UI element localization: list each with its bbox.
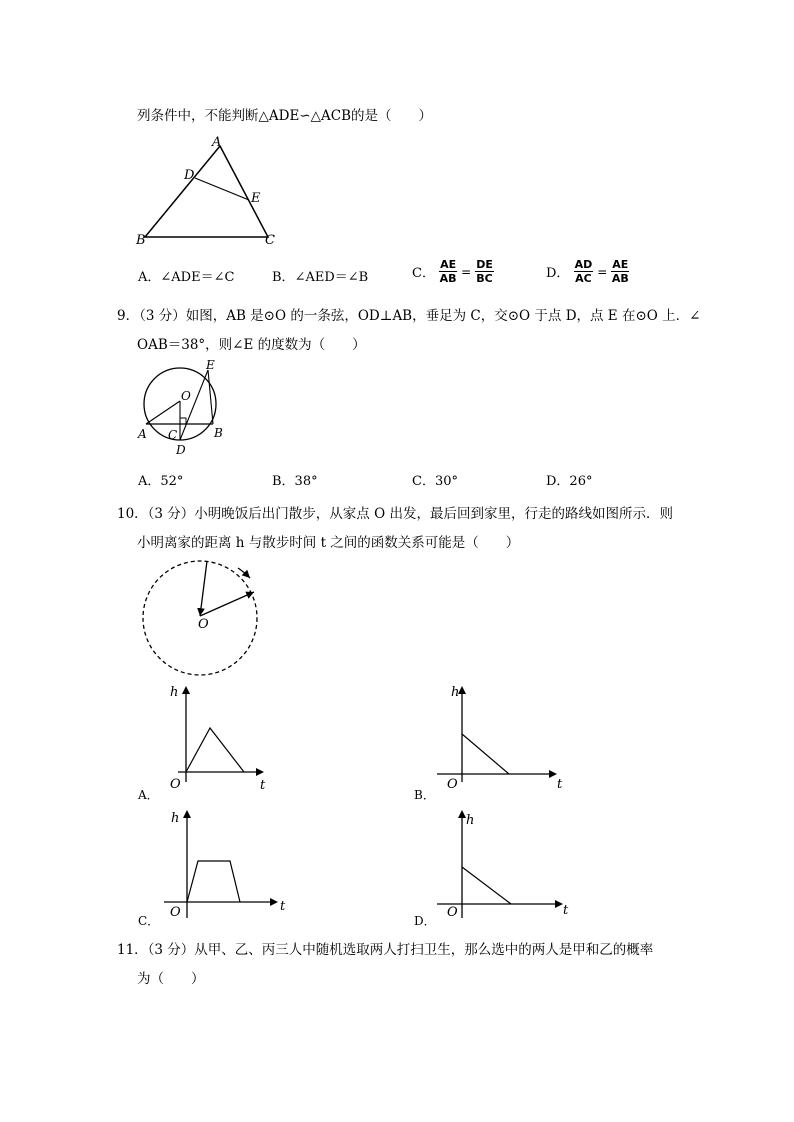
- q8-option-d-fraction-1: $\frac{AD}{AC}$: [574, 258, 593, 285]
- q8-triangle-sides: [145, 146, 268, 237]
- q9-stem-line-2: OAB＝38°，则∠E 的度数为（ ）: [137, 337, 366, 353]
- q9-label-o: O: [181, 389, 191, 403]
- q10-graph-a[interactable]: [160, 682, 270, 792]
- q8-option-c[interactable]: [412, 258, 494, 285]
- q10-graph-b-curve: [462, 734, 509, 774]
- q10-route-back: [200, 592, 254, 616]
- q11-stem-line-1: 11．（3 分）从甲、乙、丙三人中随机选取两人打扫卫生，那么选中的两人是甲和乙的概率: [117, 942, 654, 958]
- q8-option-d-fraction-2: $\frac{AE}{AB}$: [611, 258, 629, 285]
- q10-route-figure: [138, 556, 264, 682]
- q10-option-b-letter[interactable]: B．: [414, 788, 435, 802]
- q8-label-d: D: [184, 168, 195, 183]
- q8-label-e: E: [251, 191, 261, 206]
- q9-stem-line-1: 9．（3 分）如图，AB 是⊙O 的一条弦，OD⊥AB，垂足为 C，交⊙O 于点 D，点 E 在⊙O 上．∠: [117, 308, 701, 324]
- q9-label-e: E: [206, 358, 215, 372]
- q8-stem-tail: 列条件中，不能判断△ADE∽△ACB的是（ ）: [137, 108, 433, 124]
- q9-segment-ed: [180, 370, 208, 440]
- q10-graph-c-h-label: h: [171, 811, 180, 826]
- q8-label-a: A: [212, 135, 222, 150]
- q10-graph-a-h-label: h: [170, 685, 179, 700]
- q9-option-d[interactable]: D．26°: [546, 474, 593, 489]
- q10-graph-d-o-label: O: [447, 905, 458, 920]
- q8-option-c-fraction-1: $\frac{AE}{AB}$: [439, 258, 457, 285]
- q10-graph-c-o-label: O: [170, 905, 181, 920]
- q10-stem-line-2: 小明离家的距离 h 与散步时间 t 之间的函数关系可能是（ ）: [137, 535, 520, 551]
- q8-option-c-fraction-2: $\frac{DE}{BC}$: [476, 258, 493, 285]
- q8-option-d-equals: =: [597, 264, 608, 279]
- q8-option-b-letter: B．: [272, 270, 295, 285]
- q8-option-b[interactable]: [272, 266, 368, 285]
- q10-graph-d-curve: [462, 867, 511, 904]
- q9-right-angle-mark: [180, 418, 186, 424]
- q11-stem-line-2: 为（ ）: [137, 971, 205, 987]
- q10-graph-c-curve: [187, 861, 240, 902]
- q8-option-a-text: ∠ADE＝∠C: [160, 270, 235, 285]
- q8-option-c-letter: C．: [412, 266, 435, 281]
- q10-graph-c[interactable]: [162, 806, 292, 922]
- q9-segment-oa: [146, 401, 180, 424]
- q10-stem-line-1: 10．（3 分）小明晚饭后出门散步，从家点 O 出发，最后回到家里，行走的路线如图所示．则: [117, 506, 673, 522]
- q9-label-a: A: [138, 427, 147, 441]
- q8-option-a[interactable]: [138, 266, 234, 285]
- q9-label-c: C: [168, 428, 178, 442]
- q9-label-d: D: [176, 443, 186, 457]
- q10-option-c-letter[interactable]: C．: [138, 914, 160, 928]
- q8-option-d[interactable]: [546, 258, 629, 285]
- q8-option-b-text: ∠AED＝∠B: [294, 270, 369, 285]
- q8-option-c-equals: =: [461, 264, 472, 279]
- q9-option-b[interactable]: B．38°: [272, 474, 318, 489]
- q8-label-c: C: [265, 233, 275, 247]
- q10-graph-b[interactable]: [435, 682, 565, 792]
- q10-route-out: [200, 561, 207, 616]
- q10-graph-d-t-label: t: [563, 903, 569, 918]
- q9-segment-eb: [208, 370, 213, 424]
- q10-graph-d-h-label: h: [466, 813, 475, 828]
- q9-option-a[interactable]: A．52°: [138, 474, 184, 489]
- q10-graph-b-t-label: t: [557, 777, 563, 792]
- q8-triangle-figure: [130, 132, 290, 247]
- q10-option-d-letter[interactable]: D．: [414, 914, 436, 928]
- q9-circle-figure: [134, 358, 234, 458]
- q10-graph-a-curve: [186, 728, 244, 772]
- q10-option-a-letter[interactable]: A．: [138, 788, 159, 802]
- q9-option-c[interactable]: C．30°: [412, 474, 458, 489]
- q10-graph-b-h-label: h: [451, 685, 460, 700]
- q10-graph-a-t-label: t: [260, 778, 266, 792]
- q8-segment-de: [195, 178, 249, 200]
- q9-label-b: B: [214, 426, 223, 440]
- q10-label-o: O: [198, 617, 209, 632]
- q8-option-d-letter: D．: [546, 266, 570, 281]
- q8-label-b: B: [136, 233, 146, 247]
- q10-graph-b-o-label: O: [447, 777, 458, 792]
- q10-graph-a-o-label: O: [170, 777, 181, 792]
- q10-graph-c-t-label: t: [280, 899, 286, 914]
- q8-option-a-letter: A．: [138, 270, 161, 285]
- q10-graph-d[interactable]: [435, 806, 575, 922]
